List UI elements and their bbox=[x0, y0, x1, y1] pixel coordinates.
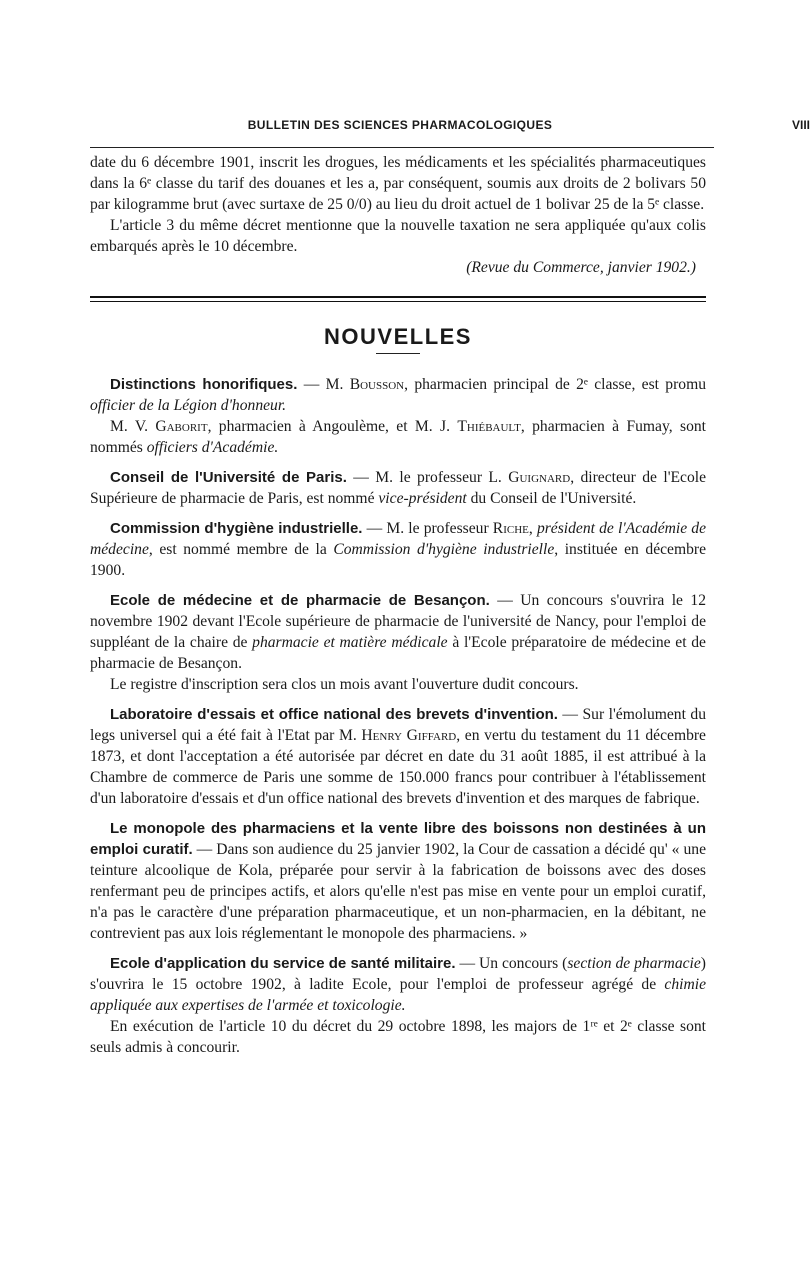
person-name: Bousson bbox=[349, 376, 405, 393]
item-heading: Conseil de l'Université de Paris. bbox=[110, 469, 347, 486]
item-heading: Laboratoire d'essais et office national des brevets d'invention. bbox=[110, 706, 558, 723]
news-items bbox=[90, 374, 706, 1058]
text-run: , pharmacien à Angoulème, et M. J. bbox=[207, 418, 458, 435]
intro-paragraph-2: L'article 3 du même décret mentionne que la nouvelle taxation ne sera appliquée qu'aux colis embarqués après le 10 décembre. bbox=[90, 217, 706, 255]
italic-run: section de pharmacie bbox=[567, 955, 701, 972]
text-run: — M. le professeur bbox=[362, 520, 493, 537]
text-run: , en vertu du testament du 11 décembre 1873, et dont l'acceptation a été autorisée par décret en date du 31 août 1885, il est attribué à la Chambre de commerce de Paris une somme de 150.000 francs pour contribuer à l'établissement d'un laboratoire d'essais et d'un office national des brevets d'invention et des marques de fabrique. bbox=[90, 727, 706, 807]
text-run: — Un concours s'ouvrira le 12 novembre 1902 devant l'Ecole supérieure de pharmacie de l'université de Nancy, pour l'emploi de suppléant de la chaire de bbox=[90, 592, 706, 651]
italic-run: vice-président bbox=[378, 490, 467, 507]
section-divider bbox=[90, 296, 706, 302]
item-heading: Le monopole des pharmaciens et la vente libre des boissons non destinées à un emploi curatif. bbox=[90, 820, 706, 858]
page-body bbox=[90, 152, 706, 1058]
italic-run: officiers d'Académie. bbox=[146, 439, 279, 456]
italic-run: officier de la Légion d'honneur. bbox=[90, 397, 287, 414]
section-title: NOUVELLES bbox=[324, 324, 472, 349]
text-run: , pharmacien principal de 2ᵉ classe, est promu bbox=[404, 376, 706, 393]
news-item-conseil bbox=[90, 467, 706, 509]
section-title-underline bbox=[376, 353, 420, 354]
text-run: ) s'ouvrira le 15 octobre 1902, à ladite Ecole, pour l'emploi de professeur agrégé de bbox=[90, 955, 706, 993]
italic-run: chimie appliquée aux expertises de l'armée et toxicologie. bbox=[90, 976, 706, 1014]
item-paragraph: Le registre d'inscription sera clos un mois avant l'ouverture dudit concours. bbox=[110, 676, 579, 693]
running-head-page-number: VIII bbox=[791, 118, 810, 132]
item-heading: Distinctions honorifiques. bbox=[110, 376, 298, 393]
text-run: — M. le professeur L. bbox=[346, 469, 509, 486]
intro-citation: (Revue du Commerce, janvier 1902.) bbox=[466, 259, 696, 276]
text-run: — M. bbox=[297, 376, 350, 393]
news-item-besancon bbox=[90, 590, 706, 695]
item-heading: Commission d'hygiène industrielle. bbox=[110, 520, 363, 537]
text-run: , bbox=[528, 520, 537, 537]
news-item-laboratoire bbox=[90, 704, 706, 809]
news-item-commission bbox=[90, 518, 706, 581]
divider-thick-line bbox=[90, 296, 706, 298]
person-name: Henry Giffard bbox=[361, 727, 457, 744]
text-run: — Un concours ( bbox=[455, 955, 568, 972]
person-name: Gaborit bbox=[155, 418, 208, 435]
italic-run: pharmacie et matière médicale bbox=[252, 634, 448, 651]
text-run: , directeur de l'Ecole Supérieure de pharmacie de Paris, est nommé bbox=[90, 469, 706, 507]
item-paragraph: En exécution de l'article 10 du décret du 29 octobre 1898, les majors de 1ʳᵉ et 2ᵉ classe sont seuls admis à concourir. bbox=[90, 1018, 706, 1056]
news-item-monopole bbox=[90, 818, 706, 944]
divider-thin-line bbox=[90, 301, 706, 302]
news-item-application bbox=[90, 953, 706, 1058]
person-name: Thiébault bbox=[457, 418, 521, 435]
text-run: à l'Ecole préparatoire de médecine et de pharmacie de Besançon. bbox=[90, 634, 706, 672]
running-head-title: BULLETIN DES SCIENCES PHARMACOLOGIQUES bbox=[247, 118, 553, 132]
text-run: du Conseil de l'Université. bbox=[466, 490, 637, 507]
person-name: Guignard bbox=[508, 469, 571, 486]
italic-run: président de l'Académie de médecine bbox=[90, 520, 707, 558]
person-name: Riche bbox=[492, 520, 529, 537]
item-heading: Ecole d'application du service de santé militaire. bbox=[110, 955, 456, 972]
text-run: , pharmacien à Fumay, sont nommés bbox=[90, 418, 707, 456]
header-rule bbox=[90, 147, 714, 148]
text-run: — Sur l'émolument du legs universel qui a été fait à l'Etat par M. bbox=[90, 706, 706, 744]
text-run: — Dans son audience du 25 janvier 1902, la Cour de cassation a décidé qu' « une teinture alcoolique de Kola, préparée pour servir à la fabrication de boissons avec des doses renfermant peu de principes actifs, et alors qu'elle n'est pas mise en vente pour un emploi curatif, n'a pas le caractère d'une préparation pharmaceutique, et un non-pharmacien, en la débitant, ne contrevient pas aux lois réglementant le monopole des pharmaciens. » bbox=[90, 841, 706, 942]
text-run: , instituée en décembre 1900. bbox=[90, 541, 707, 579]
intro-paragraph-1: date du 6 décembre 1901, inscrit les drogues, les médicaments et les spécialités pharmaceutiques dans la 6ᵉ classe du tarif des douanes et les a, par conséquent, soumis aux droits de 2 bolivars 50 par kilogramme brut (avec surtaxe de 25 0/0) au lieu du droit actuel de 1 bolivar 25 de la 5ᵉ classe. bbox=[90, 154, 706, 213]
text-run: M. V. bbox=[110, 418, 156, 435]
text-run: , est nommé membre de la bbox=[148, 541, 334, 558]
item-heading: Ecole de médecine et de pharmacie de Besançon. bbox=[110, 592, 490, 609]
italic-run: Commission d'hygiène industrielle bbox=[333, 541, 555, 558]
news-item-distinctions bbox=[90, 374, 706, 458]
